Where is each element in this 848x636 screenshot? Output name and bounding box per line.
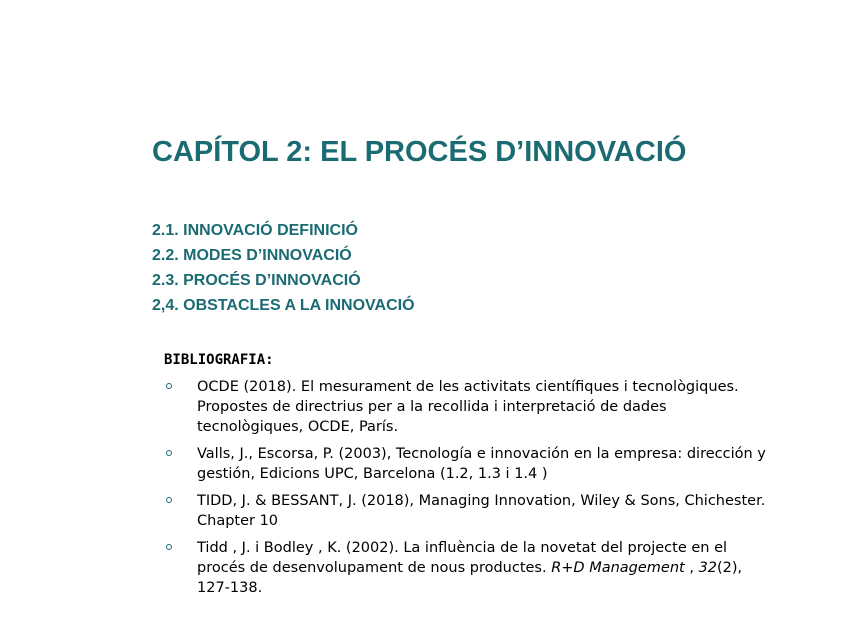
bibliography-item-ocde [164,377,774,437]
bibliography-text: TIDD, J. & BESSANT, J. (2018), Managing Innovation, Wiley & Sons, Chichester. Chapter 10 [197,493,766,529]
bibliography-section [164,349,774,605]
bibliography-text: OCDE (2018). El mesurament de les activitats científiques i tecnològiques. Propostes de directrius per a la recollida i interpretació de dades tecnològiques, OCDE, París. [197,379,739,435]
toc-item-2-3: 2.3. PROCÉS D’INNOVACIÓ [152,272,361,289]
bibliography-item-tidd-bessant [164,491,774,531]
toc-item-2-4: 2,4. OBSTACLES A LA INNOVACIÓ [152,297,415,314]
hollow-circle-bullet-icon [166,450,172,456]
bibliography-list [164,377,774,598]
hollow-circle-bullet-icon [166,544,172,550]
journal-volume: 32 [698,560,718,576]
table-of-contents [152,218,415,318]
journal-name: R+D Management [551,560,685,576]
page-title: CAPÍTOL 2: EL PROCÉS D’INNOVACIÓ [152,136,687,168]
hollow-circle-bullet-icon [166,497,172,503]
bibliography-item-valls [164,444,774,484]
citation-separator: , [684,560,699,576]
issue-pages: (2), 127-138. [197,560,743,596]
toc-item-2-2: 2.2. MODES D’INNOVACIÓ [152,247,352,264]
bibliography-text: Valls, J., Escorsa, P. (2003), Tecnología e innovación en la empresa: dirección y gestión, Edicions UPC, Barcelona (1.2, 1.3 i 1.4 ) [197,446,766,482]
hollow-circle-bullet-icon [166,383,172,389]
toc-item-2-1: 2.1. INNOVACIÓ DEFINICIÓ [152,222,358,239]
bibliography-text: Tidd , J. i Bodley , K. (2002). La influència de la novetat del projecte en el procés de desenvolupament de nous productes. [197,540,728,576]
bibliography-item-tidd-bodley [164,538,774,598]
bibliography-heading: BIBLIOGRAFIA: [164,352,274,368]
